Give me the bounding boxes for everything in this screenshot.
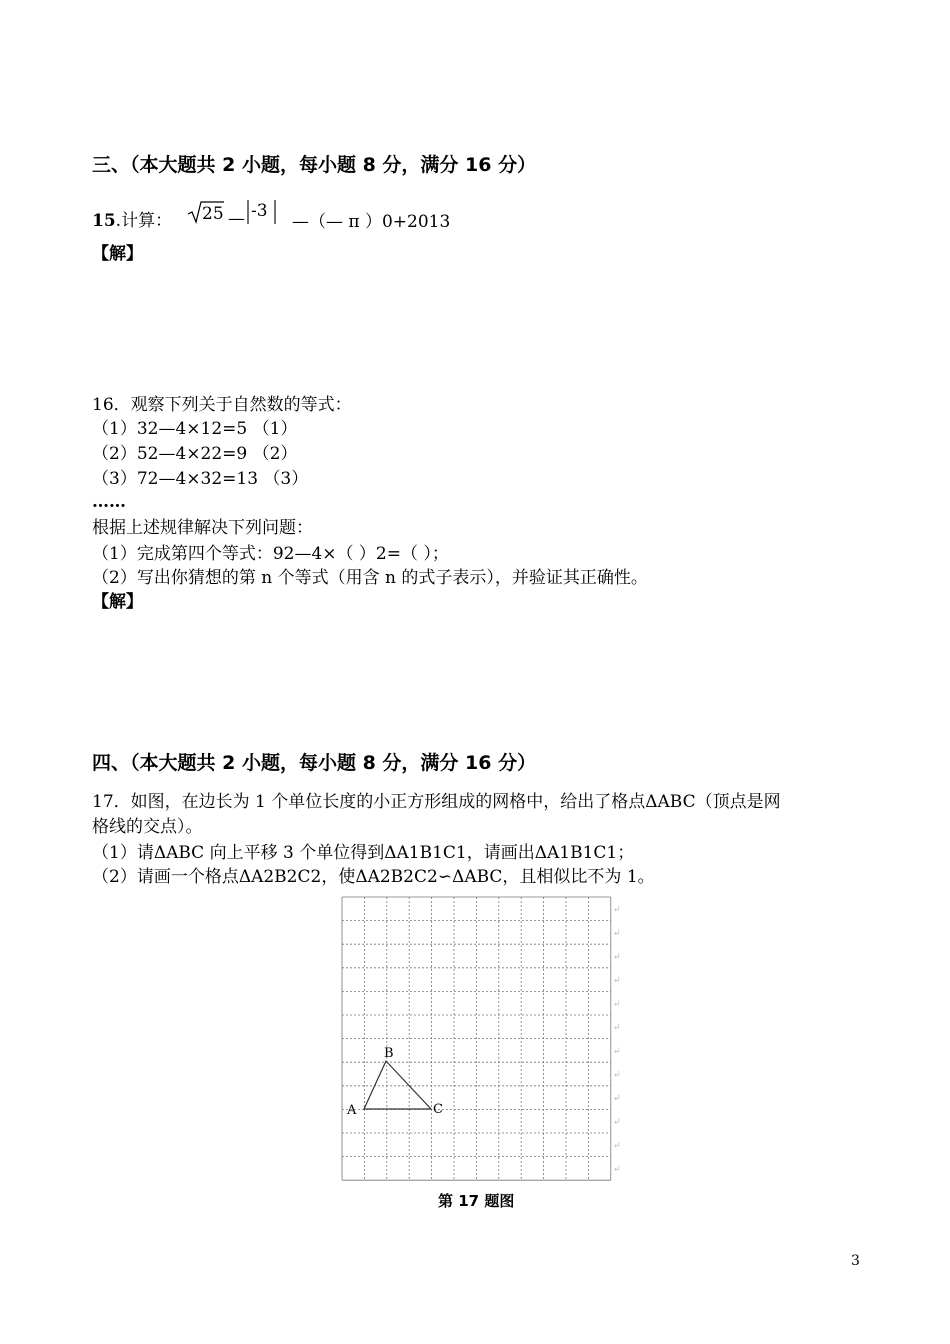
return-mark-icon	[615, 1118, 619, 1124]
grid-paragraph-marks	[615, 906, 619, 1171]
q17-figure-caption: 第 17 题图	[438, 1192, 515, 1210]
q15-abs-value: -3	[251, 201, 268, 221]
page-number: 3	[851, 1253, 860, 1269]
return-mark-icon	[615, 929, 619, 935]
return-mark-icon	[615, 1165, 619, 1171]
q17-part-1: （1）请ΔABC 向上平移 3 个单位得到ΔA1B1C1，请画出ΔA1B1C1；	[92, 843, 635, 863]
q15-rest: —（— π ）0+2013	[292, 212, 451, 232]
q16-part-1: （1）完成第四个等式：92—4×（ ）2=（ ）；	[92, 544, 449, 564]
triangle-abc	[364, 1061, 431, 1109]
q17-part-2: （2）请画一个格点ΔA2B2C2，使ΔA2B2C2∽ΔABC，且相似比不为 1。	[92, 867, 655, 887]
q16-line-1: （1）32—4×12=5 （1）	[92, 419, 298, 439]
q15-answer-label: 【解】	[92, 244, 143, 264]
return-mark-icon	[615, 1024, 619, 1030]
return-mark-icon	[615, 1000, 619, 1006]
return-mark-icon	[615, 977, 619, 983]
q16-part-2: （2）写出你猜想的第 n 个等式（用含 n 的式子表示），并验证其正确性。	[92, 568, 648, 588]
q15-minus-1: —	[228, 209, 245, 229]
q15-number: 15	[92, 211, 116, 231]
q17-grid-figure	[334, 890, 624, 1185]
section-4-heading: 四、（本大题共 2 小题，每小题 8 分，满分 16 分）	[92, 752, 537, 774]
return-mark-icon	[615, 1142, 619, 1148]
q16-ellipsis: ……	[92, 492, 126, 512]
q16-intro: 16．观察下列关于自然数的等式：	[92, 395, 352, 415]
return-mark-icon	[615, 1095, 619, 1101]
q16-answer-label: 【解】	[92, 592, 143, 612]
return-mark-icon	[615, 1071, 619, 1077]
vertex-b-label: B	[384, 1046, 394, 1061]
vertex-c-label: C	[433, 1102, 443, 1117]
return-mark-icon	[615, 953, 619, 959]
q15-text	[92, 210, 172, 232]
section-3-heading: 三、（本大题共 2 小题，每小题 8 分，满分 16 分）	[92, 154, 537, 176]
q15-prefix: .计算：	[115, 211, 173, 231]
q16-prompt: 根据上述规律解决下列问题：	[92, 518, 313, 538]
return-mark-icon	[615, 1047, 619, 1053]
q17-line-1: 17．如图，在边长为 1 个单位长度的小正方形组成的网格中，给出了格点ΔABC（顶点是网	[92, 792, 781, 812]
q17-line-2: 格线的交点）。	[92, 817, 203, 837]
q15-sqrt-radicand: 25	[202, 204, 224, 224]
q16-line-2: （2）52—4×22=9 （2）	[92, 444, 298, 464]
return-mark-icon	[615, 906, 619, 912]
q16-line-3: （3）72—4×32=13 （3）	[92, 469, 309, 489]
grid-lines	[342, 897, 611, 1180]
vertex-a-label: A	[347, 1103, 357, 1118]
